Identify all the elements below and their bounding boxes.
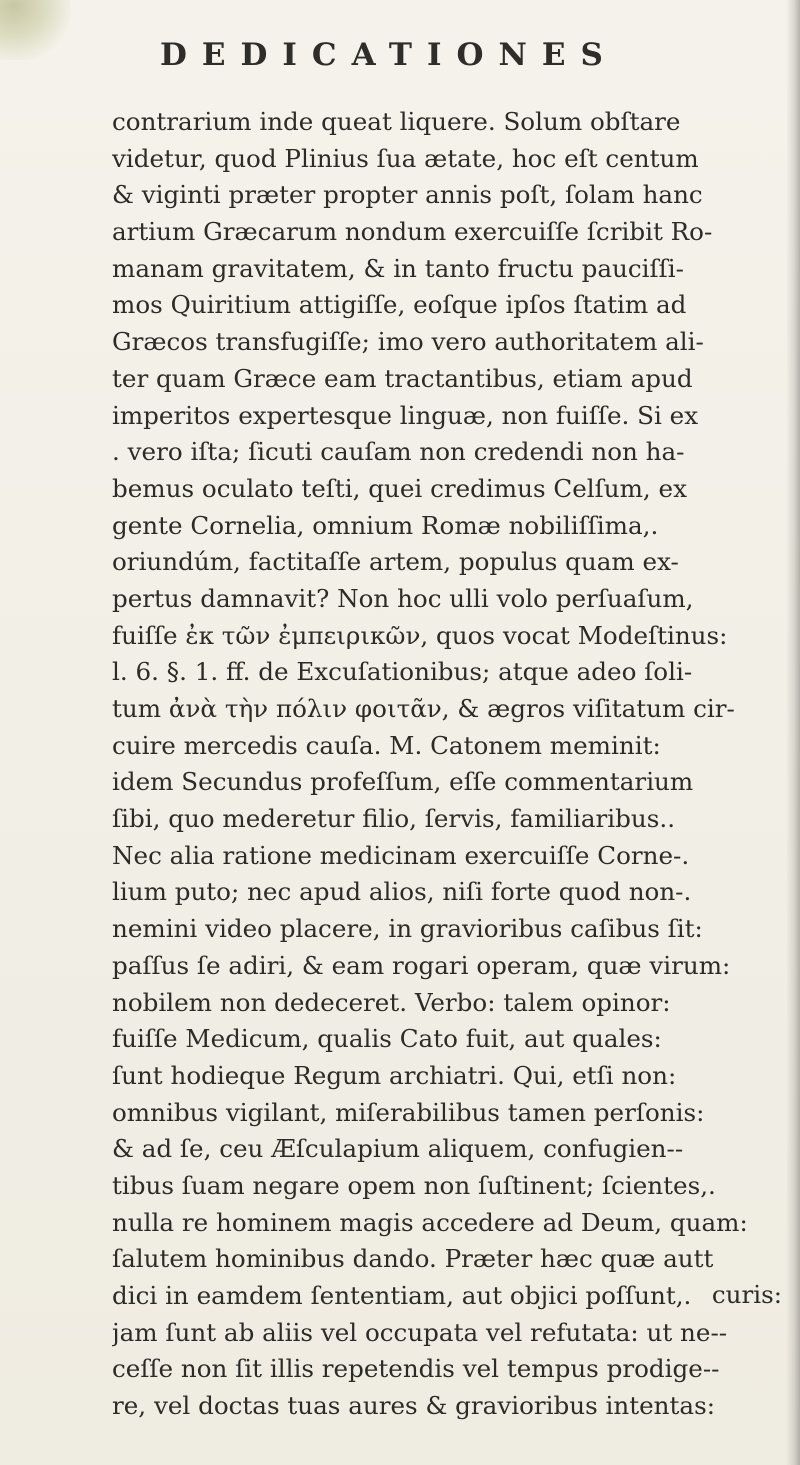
text-line: mos Quiritium attigiſſe, eoſque ipſos ſtatim ad <box>112 290 687 320</box>
text-line: Nec alia ratione medicinam exercuiſſe Corne-. <box>112 840 690 870</box>
running-title: DEDICATIONES <box>160 37 618 73</box>
text-line: cuire mercedis cauſa. M. Catonem meminit: <box>112 730 661 760</box>
text-line: & ad ſe, ceu Æſculapium aliquem, confugien-- <box>112 1134 684 1164</box>
text-line: ſibi, quo mederetur filio, ſervis, familiaribus.. <box>112 804 676 834</box>
text-line: pertus damnavit? Non hoc ulli volo perſuaſum, <box>112 583 694 613</box>
text-line: tum ἀνὰ τὴν πόλιν φοιτᾶν, & ægros viſitatum cir- <box>112 694 735 723</box>
text-line: ceſſe non ſit illis repetendis vel tempus prodige-- <box>112 1354 720 1384</box>
text-line: l. 6. §. 1. ff. de Excuſationibus; atque adeo ſoli- <box>112 657 693 687</box>
catchword: curis: <box>711 1280 782 1309</box>
text-line: bemus oculato teſti, quei credimus Celſum, ex <box>112 473 687 503</box>
text-line: videtur, quod Plinius ſua ætate, hoc eſt centum <box>112 143 699 173</box>
text-line: dici in eamdem ſententiam, aut objici poſſunt,. <box>112 1281 692 1310</box>
text-line: paſſus ſe adiri, & eam rogari operam, quæ virum: <box>112 950 731 980</box>
text-line: fuiſſe Medicum, qualis Cato fuit, aut quales: <box>112 1024 662 1054</box>
text-line: ſunt hodieque Regum archiatri. Qui, etſi non: <box>112 1060 677 1090</box>
text-line: omnibus vigilant, miſerabilibus tamen perſonis: <box>112 1097 705 1127</box>
text-line: ter quam Græce eam tractantibus, etiam apud <box>112 363 693 393</box>
text-line: Græcos transfugiſſe; imo vero authoritatem ali- <box>112 327 704 357</box>
text-line: artium Græcarum nondum exercuiſſe ſcribit Ro- <box>112 217 713 247</box>
text-line: jam ſunt ab aliis vel occupata vel refutata: ut ne-- <box>112 1317 728 1347</box>
text-line: oriundúm, factitaſſe artem, populus quam ex- <box>112 547 679 577</box>
text-line: . vero iſta; ſicuti cauſam non credendi non ha- <box>112 437 685 467</box>
text-line: lium puto; nec apud alios, niſi forte quod non-. <box>112 877 692 907</box>
text-line: manam gravitatem, & in tanto fructu pauciſſi- <box>112 253 684 283</box>
text-line: idem Secundus profeſſum, eſſe commentarium <box>112 767 694 797</box>
text-line: contrarium inde queat liquere. Solum obſtare <box>112 107 681 136</box>
text-line: gente Cornelia, omnium Romæ nobiliſſima,. <box>112 510 659 540</box>
text-line: & viginti præter propter annis poſt, ſolam hanc <box>112 180 703 210</box>
text-line: tibus ſuam negare opem non ſuſtinent; ſcientes,. <box>112 1170 716 1200</box>
body-text <box>112 104 792 1425</box>
text-line: nemini video placere, in gravioribus caſibus ſit: <box>112 914 703 944</box>
paper-stain <box>0 0 70 60</box>
text-line: fuiſſe ἐκ τῶν ἐμπειρικῶν, quos vocat Modeſtinus: <box>112 620 728 650</box>
text-line: re, vel doctas tuas aures & gravioribus intentas: <box>112 1391 715 1421</box>
text-line: nobilem non dedeceret. Verbo: talem opinor: <box>112 987 671 1017</box>
text-line: ſalutem hominibus dando. Præter hæc quæ autt <box>112 1244 714 1274</box>
text-line: nulla re hominem magis accedere ad Deum, quam: <box>112 1207 748 1237</box>
text-line: imperitos expertesque linguæ, non fuiſſe. Si ex <box>112 400 699 430</box>
